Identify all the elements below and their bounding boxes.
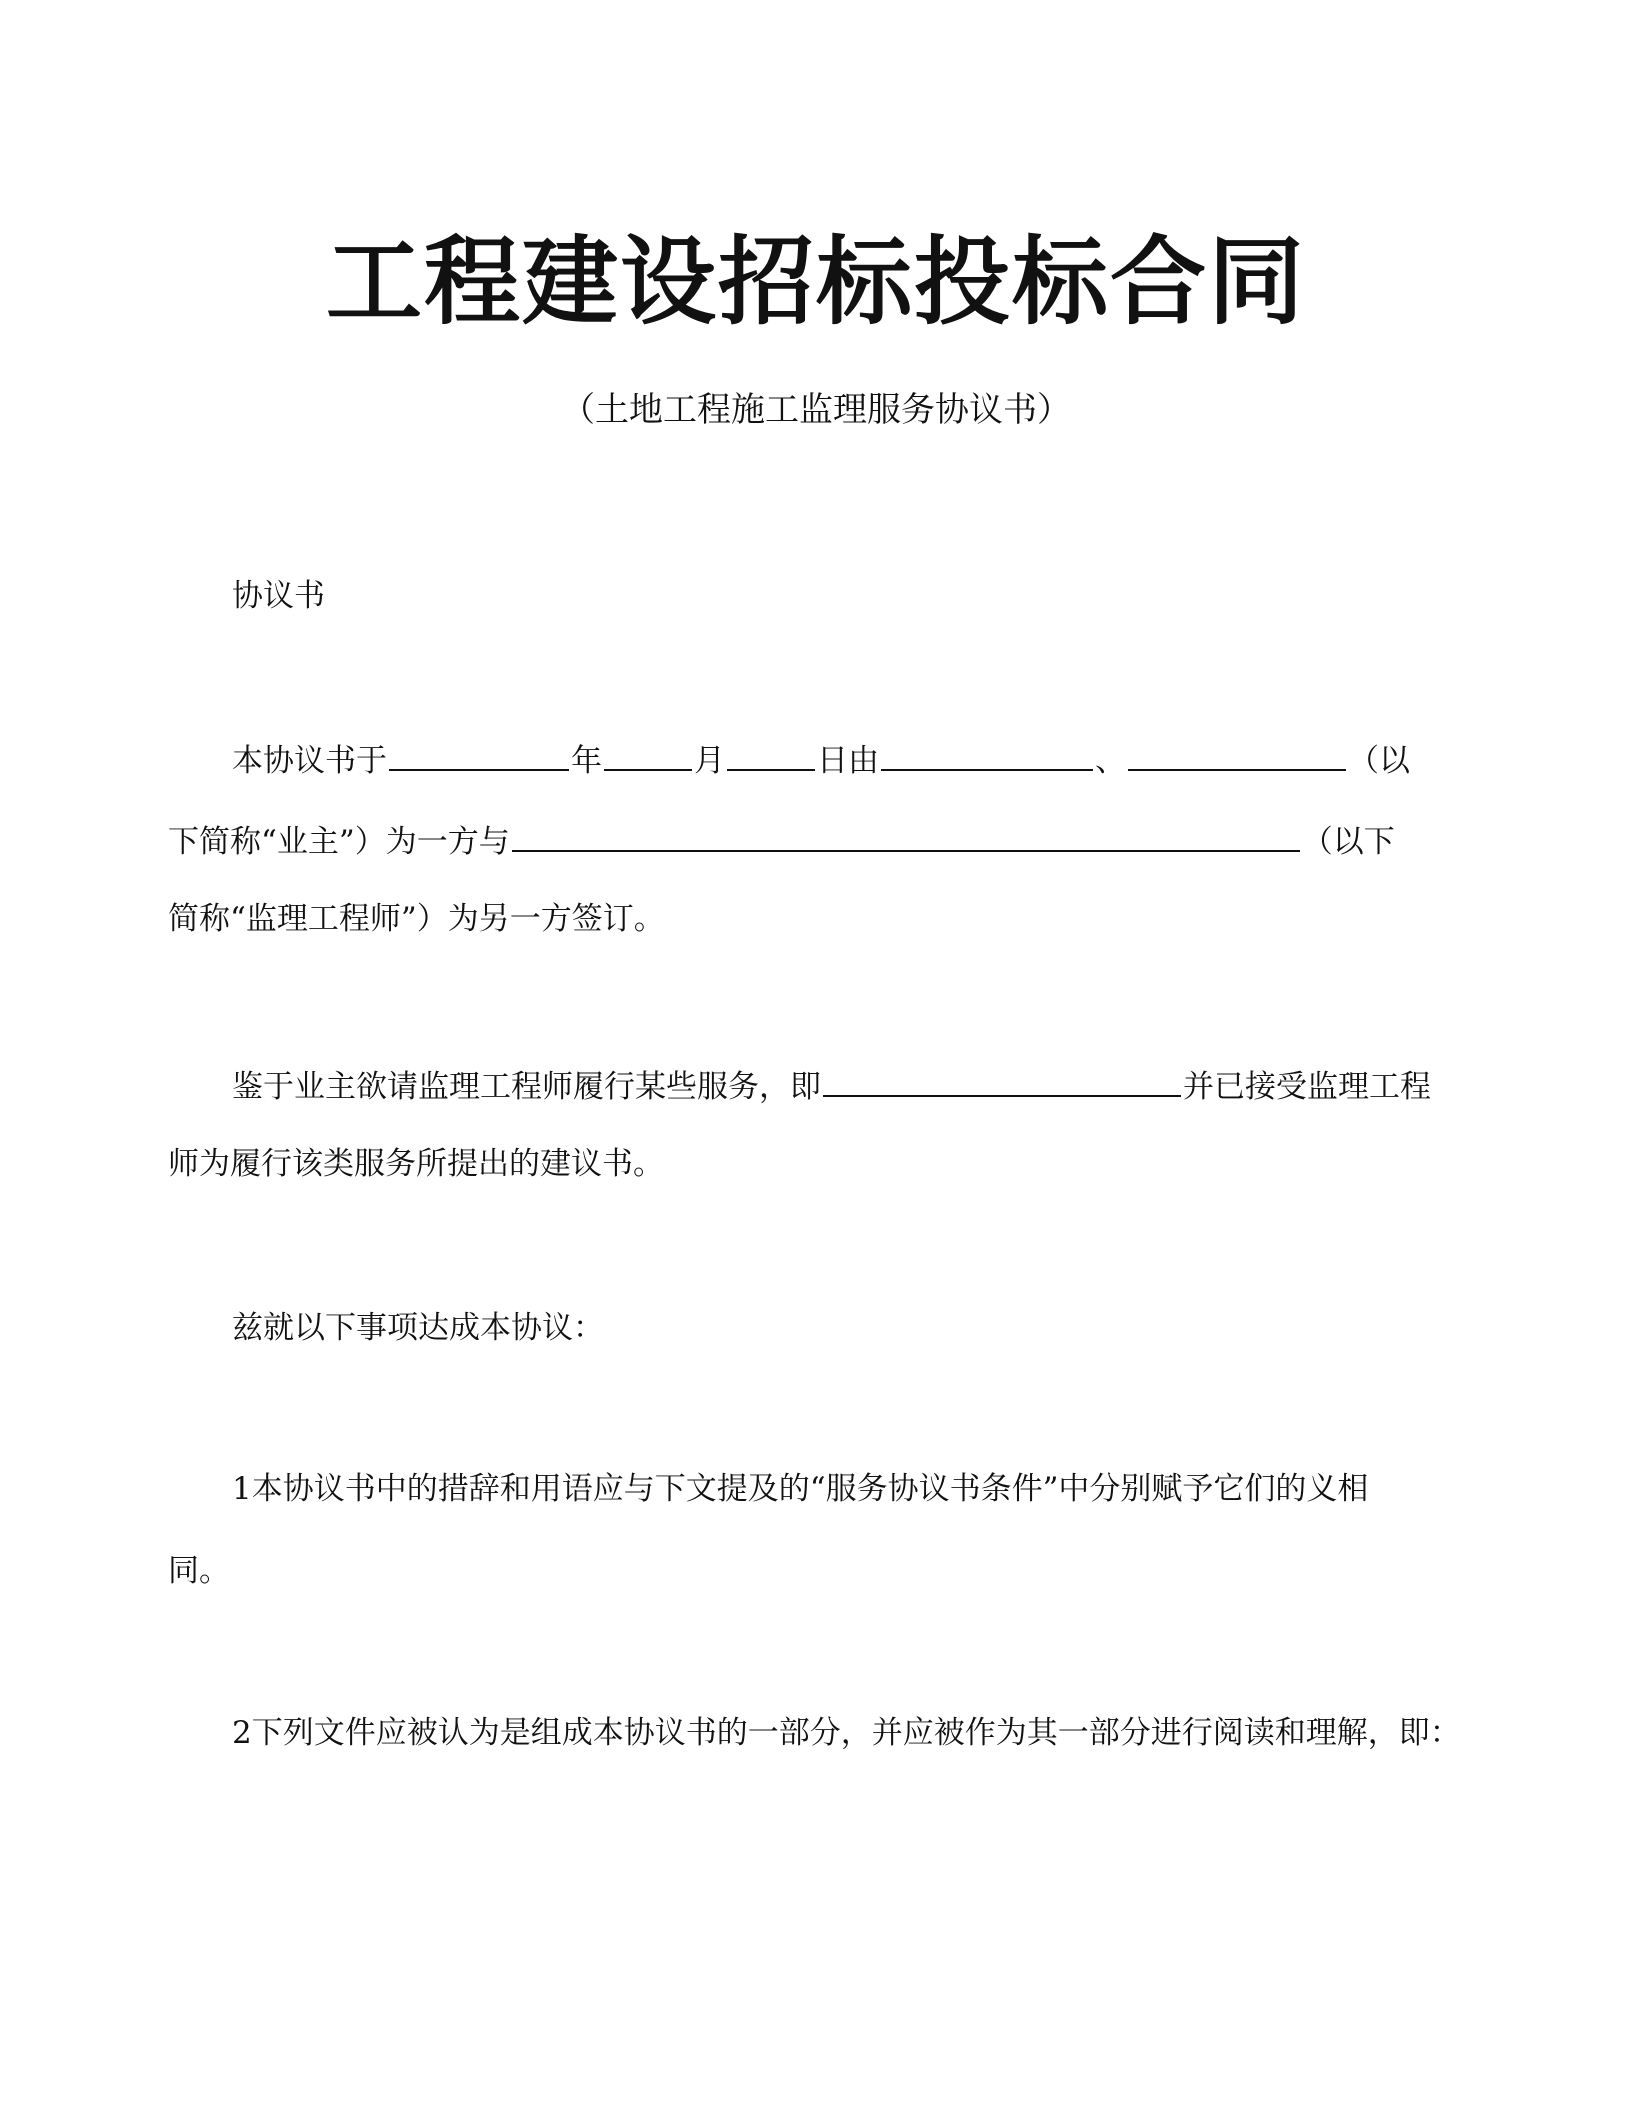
paragraph-1-line-1 [232,735,1410,783]
paragraph-1-line-3: 简称“监理工程师”）为另一方签订。 [168,901,665,937]
text-segment: 本协议书于 [232,743,387,779]
paragraph-5: 2下列文件应被认为是组成本协议书的一部分，并应被作为其一部分进行阅读和理解，即： [232,1715,1461,1751]
text-segment: 并已接受监理工程 [1183,1069,1431,1105]
blank-line-party-a [881,735,1093,771]
text-segment: 、 [1095,743,1126,779]
text-segment: （以下 [1301,824,1395,860]
paragraph-2-line-1 [232,1061,1431,1109]
text-segment: 下简称“业主”）为一方与 [168,824,510,860]
paragraph-4-line-1: 1本协议书中的措辞和用语应与下文提及的“服务协议书条件”中分别赋予它们的义相 [232,1471,1369,1507]
text-segment: 鉴于业主欲请监理工程师履行某些服务，即 [232,1069,821,1105]
paragraph-2-line-2: 师为履行该类服务所提出的建议书。 [168,1146,664,1182]
paragraph-3: 兹就以下事项达成本协议： [232,1310,604,1346]
blank-line-party-b [1128,735,1346,771]
paragraph-1-line-2 [168,816,1395,864]
document-subtitle: （土地工程施工监理服务协议书） [561,390,1071,430]
paragraph-4-line-2: 同。 [168,1553,230,1589]
section-heading: 协议书 [232,578,325,614]
text-segment: （以 [1348,743,1410,779]
blank-line-date [389,735,569,771]
text-segment: 年 [571,743,602,779]
text-segment: 日由 [817,743,879,779]
blank-line-engineer [512,816,1300,852]
blank-line-services [823,1061,1181,1097]
blank-line-month [604,735,692,771]
text-segment: 月 [694,743,725,779]
document-title: 工程建设招标投标合同 [326,225,1306,338]
blank-line-day [727,735,815,771]
